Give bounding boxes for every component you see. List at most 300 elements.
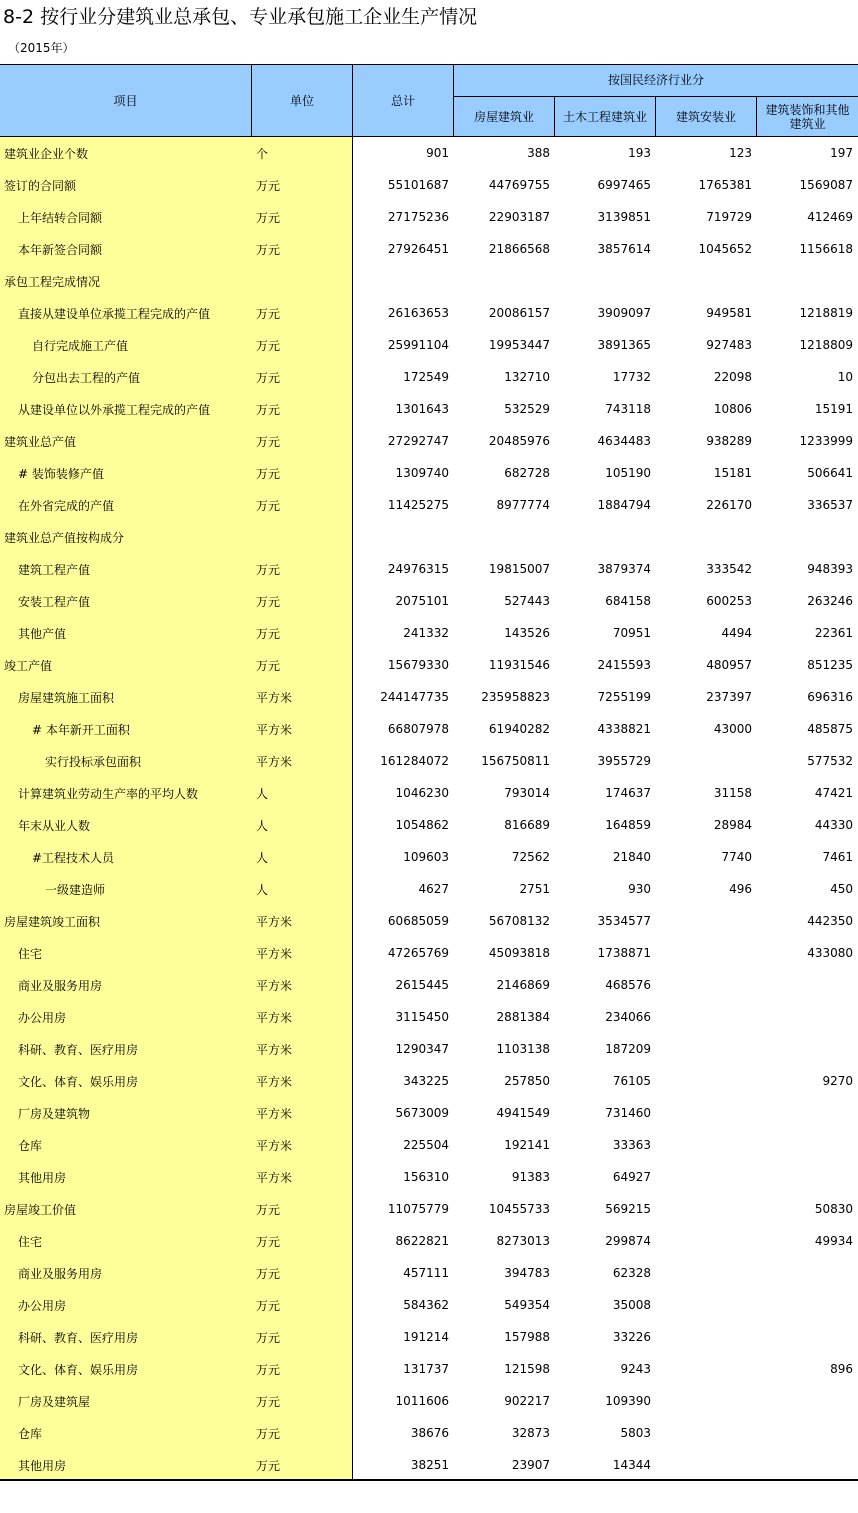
- installation-cell: [656, 1417, 757, 1449]
- row-unit: 人: [256, 882, 269, 897]
- civil-cell: 3879374: [597, 562, 651, 576]
- installation-cell: 938289: [706, 434, 752, 448]
- housing-cell: 23907: [511, 1458, 550, 1472]
- decoration-cell: 485875: [807, 722, 853, 736]
- housing-cell: 132710: [504, 370, 550, 384]
- civil-cell: 731460: [605, 1106, 651, 1120]
- housing-cell: 19815007: [488, 562, 550, 576]
- header-top-border: [0, 64, 858, 65]
- table-row: [0, 937, 858, 969]
- row-unit: 万元: [256, 210, 281, 225]
- row-unit: 万元: [256, 626, 281, 641]
- housing-cell: 20485976: [488, 434, 550, 448]
- row-label: 商业及服务用房: [18, 978, 103, 993]
- civil-cell: 62328: [612, 1266, 651, 1280]
- row-unit: 万元: [256, 1202, 281, 1217]
- row-unit: 平方米: [256, 1074, 293, 1089]
- row-label: 上年结转合同额: [18, 210, 103, 225]
- total-cell: 24976315: [387, 562, 449, 576]
- table-row: [0, 393, 858, 425]
- housing-cell: 4941549: [496, 1106, 550, 1120]
- row-label: #工程技术人员: [32, 850, 115, 865]
- civil-cell: 299874: [605, 1234, 651, 1248]
- installation-cell: [656, 969, 757, 1001]
- year-subtitle: （2015年）: [8, 41, 75, 55]
- housing-cell: 22903187: [488, 210, 550, 224]
- installation-cell: [656, 1065, 757, 1097]
- row-label: 其他产值: [18, 626, 67, 641]
- housing-cell: 157988: [504, 1330, 550, 1344]
- housing-cell: 11931546: [488, 658, 550, 672]
- row-unit: [252, 265, 353, 297]
- total-cell: 27175236: [387, 210, 449, 224]
- row-unit: 平方米: [256, 978, 293, 993]
- row-unit: 人: [256, 818, 269, 833]
- table-row: [0, 169, 858, 201]
- total-cell: 8622821: [395, 1234, 449, 1248]
- decoration-cell: 47421: [814, 786, 853, 800]
- installation-cell: 28984: [713, 818, 752, 832]
- housing-cell: 143526: [504, 626, 550, 640]
- row-unit: 人: [256, 786, 269, 801]
- total-cell: [353, 265, 454, 297]
- table-row: [0, 1257, 858, 1289]
- housing-cell: 91383: [511, 1170, 550, 1184]
- decoration-cell: [757, 1129, 858, 1161]
- civil-cell: 17732: [612, 370, 651, 384]
- installation-cell: [656, 1385, 757, 1417]
- installation-cell: [656, 745, 757, 777]
- row-label: 竣工产值: [4, 658, 53, 673]
- decoration-cell: 577532: [807, 754, 853, 768]
- decoration-cell: [757, 1449, 858, 1481]
- row-label: 住宅: [18, 1234, 43, 1249]
- decoration-cell: 1569087: [799, 178, 853, 192]
- row-unit: 万元: [256, 434, 281, 449]
- installation-cell: [656, 1097, 757, 1129]
- table-row: [0, 713, 858, 745]
- housing-cell: 56708132: [488, 914, 550, 928]
- row-unit: 平方米: [256, 754, 293, 769]
- table-row: [0, 681, 858, 713]
- decoration-cell: 44330: [814, 818, 853, 832]
- housing-cell: 2146869: [496, 978, 550, 992]
- row-label: 从建设单位以外承揽工程完成的产值: [18, 402, 211, 417]
- installation-cell: 226170: [706, 498, 752, 512]
- total-cell: 1290347: [395, 1042, 449, 1056]
- header-decoration-other: 建筑装饰和其他建筑业: [765, 103, 850, 131]
- row-unit: 平方米: [256, 722, 293, 737]
- row-unit: 万元: [256, 1426, 281, 1441]
- row-label: # 本年新开工面积: [32, 722, 130, 737]
- civil-cell: 3955729: [597, 754, 651, 768]
- total-cell: 156310: [403, 1170, 449, 1184]
- row-label: 分包出去工程的产值: [32, 370, 141, 385]
- row-label: 建筑工程产值: [18, 562, 91, 577]
- header-divider: [655, 96, 656, 137]
- decoration-cell: [757, 265, 858, 297]
- decoration-cell: 50830: [814, 1202, 853, 1216]
- decoration-cell: [757, 969, 858, 1001]
- civil-cell: 2415593: [597, 658, 651, 672]
- row-label: 在外省完成的产值: [18, 498, 115, 513]
- total-cell: 55101687: [387, 178, 449, 192]
- decoration-cell: 1218809: [799, 338, 853, 352]
- housing-cell: 235958823: [481, 690, 550, 704]
- decoration-cell: 15191: [814, 402, 853, 416]
- installation-cell: 4494: [721, 626, 752, 640]
- total-cell: 1011606: [395, 1394, 449, 1408]
- row-label: 实行投标承包面积: [45, 754, 142, 769]
- table-row: [0, 553, 858, 585]
- table-row: [0, 1449, 858, 1481]
- table-row: [0, 873, 858, 905]
- total-cell: [353, 521, 454, 553]
- table-row: [0, 1097, 858, 1129]
- row-label: 安装工程产值: [18, 594, 91, 609]
- civil-cell: 3857614: [597, 242, 651, 256]
- housing-cell: 44769755: [488, 178, 550, 192]
- housing-cell: 8977774: [496, 498, 550, 512]
- row-label: 签订的合同额: [4, 178, 77, 193]
- total-cell: 244147735: [380, 690, 449, 704]
- row-label: 房屋竣工价值: [4, 1202, 77, 1217]
- row-label: 住宅: [18, 946, 43, 961]
- row-unit: 平方米: [256, 1010, 293, 1025]
- total-cell: 131737: [403, 1362, 449, 1376]
- row-unit: 万元: [256, 1458, 281, 1473]
- table-header: [0, 64, 858, 137]
- total-cell: 38676: [410, 1426, 449, 1440]
- total-cell: 26163653: [387, 306, 449, 320]
- civil-cell: 4634483: [597, 434, 651, 448]
- housing-cell: [454, 265, 555, 297]
- decoration-cell: 7461: [822, 850, 853, 864]
- installation-cell: 31158: [713, 786, 752, 800]
- decoration-cell: 442350: [807, 914, 853, 928]
- civil-cell: 76105: [612, 1074, 651, 1088]
- civil-cell: 930: [628, 882, 651, 896]
- decoration-cell: [757, 1097, 858, 1129]
- header-divider: [756, 96, 757, 137]
- civil-cell: [555, 521, 656, 553]
- civil-cell: 9243: [620, 1362, 651, 1376]
- table-row: [0, 1193, 858, 1225]
- decoration-cell: 1218819: [799, 306, 853, 320]
- row-unit: 万元: [256, 178, 281, 193]
- civil-cell: 7255199: [597, 690, 651, 704]
- row-unit: 万元: [256, 1298, 281, 1313]
- table-row: [0, 233, 858, 265]
- row-unit: 万元: [256, 402, 281, 417]
- row-unit: 个: [256, 146, 269, 161]
- civil-cell: 6997465: [597, 178, 651, 192]
- row-unit: 万元: [256, 562, 281, 577]
- housing-cell: 32873: [511, 1426, 550, 1440]
- row-unit: 平方米: [256, 1106, 293, 1121]
- decoration-cell: 948393: [807, 562, 853, 576]
- decoration-cell: 433080: [807, 946, 853, 960]
- row-label: 本年新签合同额: [18, 242, 103, 257]
- housing-cell: 1103138: [496, 1042, 550, 1056]
- table-row: [0, 137, 858, 169]
- table-row: [0, 585, 858, 617]
- housing-cell: 682728: [504, 466, 550, 480]
- decoration-cell: 10: [837, 370, 853, 384]
- row-label: 商业及服务用房: [18, 1266, 103, 1281]
- installation-cell: [656, 905, 757, 937]
- row-unit: 万元: [256, 1362, 281, 1377]
- total-cell: 1309740: [395, 466, 449, 480]
- civil-cell: 164859: [605, 818, 651, 832]
- header-divider: [251, 64, 252, 137]
- civil-cell: 193: [628, 146, 651, 160]
- civil-cell: 33226: [612, 1330, 651, 1344]
- housing-cell: 532529: [504, 402, 550, 416]
- table-row: [0, 1353, 858, 1385]
- installation-cell: 10806: [713, 402, 752, 416]
- table-row: [0, 297, 858, 329]
- installation-cell: [656, 1449, 757, 1481]
- installation-cell: 15181: [713, 466, 752, 480]
- housing-cell: 19953447: [488, 338, 550, 352]
- row-label: 仓库: [18, 1138, 43, 1153]
- housing-cell: 192141: [504, 1138, 550, 1152]
- housing-cell: 2881384: [496, 1010, 550, 1024]
- header-installation: 建筑安装业: [675, 110, 736, 124]
- decoration-cell: 696316: [807, 690, 853, 704]
- civil-cell: [555, 265, 656, 297]
- row-unit: 平方米: [256, 946, 293, 961]
- civil-cell: 187209: [605, 1042, 651, 1056]
- installation-cell: 1045652: [698, 242, 752, 256]
- total-cell: 225504: [403, 1138, 449, 1152]
- housing-cell: 388: [527, 146, 550, 160]
- decoration-cell: [757, 1385, 858, 1417]
- table-row: [0, 489, 858, 521]
- table-row: [0, 201, 858, 233]
- header-divider: [554, 96, 555, 137]
- total-cell: 60685059: [387, 914, 449, 928]
- civil-cell: 109390: [605, 1394, 651, 1408]
- decoration-cell: 450: [830, 882, 853, 896]
- civil-cell: 1738871: [597, 946, 651, 960]
- installation-cell: [656, 265, 757, 297]
- row-unit: 万元: [256, 1394, 281, 1409]
- decoration-cell: [757, 1289, 858, 1321]
- row-unit: 万元: [256, 1266, 281, 1281]
- header-industry-group: 按国民经济行业分: [607, 73, 704, 87]
- table-row: [0, 425, 858, 457]
- installation-cell: 22098: [713, 370, 752, 384]
- civil-cell: 234066: [605, 1010, 651, 1024]
- table-row: [0, 745, 858, 777]
- total-cell: 47265769: [387, 946, 449, 960]
- row-unit: 平方米: [256, 1138, 293, 1153]
- total-cell: 4627: [418, 882, 449, 896]
- table-row: [0, 1225, 858, 1257]
- civil-cell: 4338821: [597, 722, 651, 736]
- civil-cell: 174637: [605, 786, 651, 800]
- table-row: [0, 265, 858, 297]
- decoration-cell: 412469: [807, 210, 853, 224]
- civil-cell: 569215: [605, 1202, 651, 1216]
- table-row: [0, 1001, 858, 1033]
- total-cell: 66807978: [387, 722, 449, 736]
- row-label: 计算建筑业劳动生产率的平均人数: [18, 786, 199, 801]
- housing-cell: 527443: [504, 594, 550, 608]
- decoration-cell: 197: [830, 146, 853, 160]
- housing-cell: 20086157: [488, 306, 550, 320]
- table-row: [0, 969, 858, 1001]
- total-cell: 38251: [410, 1458, 449, 1472]
- installation-cell: 43000: [713, 722, 752, 736]
- row-unit: 平方米: [256, 914, 293, 929]
- installation-cell: [656, 1033, 757, 1065]
- installation-cell: 927483: [706, 338, 752, 352]
- row-unit: 万元: [256, 658, 281, 673]
- header-unit: 单位: [289, 93, 314, 108]
- row-label: 承包工程完成情况: [4, 274, 101, 289]
- civil-cell: 70951: [612, 626, 651, 640]
- table-row: [0, 1129, 858, 1161]
- total-cell: 3115450: [395, 1010, 449, 1024]
- housing-cell: 8273013: [496, 1234, 550, 1248]
- installation-cell: 7740: [721, 850, 752, 864]
- row-label: 建筑业总产值按构成分: [4, 530, 125, 545]
- total-cell: 241332: [403, 626, 449, 640]
- installation-cell: 123: [729, 146, 752, 160]
- housing-cell: 793014: [504, 786, 550, 800]
- row-unit: 平方米: [256, 1170, 293, 1185]
- civil-cell: 743118: [605, 402, 651, 416]
- row-label: 建筑业企业个数: [4, 146, 89, 161]
- total-cell: 15679330: [387, 658, 449, 672]
- table-row: [0, 329, 858, 361]
- housing-cell: 121598: [504, 1362, 550, 1376]
- decoration-cell: 22361: [814, 626, 853, 640]
- decoration-cell: 851235: [807, 658, 853, 672]
- total-cell: 5673009: [395, 1106, 449, 1120]
- decoration-cell: 9270: [822, 1074, 853, 1088]
- row-label: 办公用房: [18, 1010, 67, 1025]
- installation-cell: [656, 937, 757, 969]
- decoration-cell: [757, 521, 858, 553]
- civil-cell: 3534577: [597, 914, 651, 928]
- row-unit: 人: [256, 850, 269, 865]
- civil-cell: 5803: [620, 1426, 651, 1440]
- decoration-cell: 1233999: [799, 434, 853, 448]
- row-label: 建筑业总产值: [4, 434, 77, 449]
- row-label: 科研、教育、医疗用房: [18, 1042, 139, 1057]
- installation-cell: [656, 1225, 757, 1257]
- installation-cell: [656, 1289, 757, 1321]
- row-label: 房屋建筑竣工面积: [4, 914, 101, 929]
- total-cell: 1046230: [395, 786, 449, 800]
- installation-cell: 1765381: [698, 178, 752, 192]
- housing-cell: 2751: [519, 882, 550, 896]
- total-cell: 172549: [403, 370, 449, 384]
- row-unit: 万元: [256, 370, 281, 385]
- housing-cell: 902217: [504, 1394, 550, 1408]
- installation-cell: 600253: [706, 594, 752, 608]
- decoration-cell: [757, 1161, 858, 1193]
- row-unit: 万元: [256, 338, 281, 353]
- civil-cell: 684158: [605, 594, 651, 608]
- total-cell: 584362: [403, 1298, 449, 1312]
- table-row: [0, 617, 858, 649]
- installation-cell: [656, 1257, 757, 1289]
- table-row: [0, 457, 858, 489]
- total-cell: 27926451: [387, 242, 449, 256]
- installation-cell: 480957: [706, 658, 752, 672]
- total-cell: 109603: [403, 850, 449, 864]
- civil-cell: 468576: [605, 978, 651, 992]
- civil-cell: 3909097: [597, 306, 651, 320]
- housing-cell: 394783: [504, 1266, 550, 1280]
- civil-cell: 1884794: [597, 498, 651, 512]
- decoration-cell: [757, 1417, 858, 1449]
- housing-cell: 45093818: [488, 946, 550, 960]
- header-civil-engineering: 土木工程建筑业: [562, 110, 647, 124]
- row-label: 文化、体育、娱乐用房: [18, 1362, 139, 1377]
- header-group-divider: [454, 96, 858, 97]
- decoration-cell: 263246: [807, 594, 853, 608]
- row-unit: 万元: [256, 1330, 281, 1345]
- row-label: 文化、体育、娱乐用房: [18, 1074, 139, 1089]
- total-cell: 191214: [403, 1330, 449, 1344]
- installation-cell: [656, 1321, 757, 1353]
- table-row: [0, 521, 858, 553]
- total-cell: 901: [426, 146, 449, 160]
- row-unit: 万元: [256, 594, 281, 609]
- row-label: 自行完成施工产值: [32, 338, 129, 353]
- installation-cell: [656, 1353, 757, 1385]
- total-cell: 457111: [403, 1266, 449, 1280]
- row-label: 仓库: [18, 1426, 43, 1441]
- row-unit: 万元: [256, 242, 281, 257]
- decoration-cell: 1156618: [799, 242, 853, 256]
- row-label: 一级建造师: [45, 882, 106, 897]
- installation-cell: [656, 1161, 757, 1193]
- row-unit: 万元: [256, 498, 281, 513]
- row-label: 其他用房: [18, 1170, 67, 1185]
- header-item: 项目: [113, 93, 138, 108]
- table-row: [0, 1321, 858, 1353]
- row-label: 厂房及建筑物: [18, 1106, 91, 1121]
- total-cell: 2615445: [395, 978, 449, 992]
- housing-cell: 156750811: [481, 754, 550, 768]
- installation-cell: [656, 1001, 757, 1033]
- housing-cell: [454, 521, 555, 553]
- row-unit: 平方米: [256, 690, 293, 705]
- row-unit: 平方米: [256, 1042, 293, 1057]
- total-cell: 11075779: [387, 1202, 449, 1216]
- housing-cell: 10455733: [488, 1202, 550, 1216]
- row-label: 科研、教育、医疗用房: [18, 1330, 139, 1345]
- table-row: [0, 1161, 858, 1193]
- housing-cell: 257850: [504, 1074, 550, 1088]
- civil-cell: 105190: [605, 466, 651, 480]
- total-cell: 11425275: [387, 498, 449, 512]
- row-label: 其他用房: [18, 1458, 67, 1473]
- civil-cell: 3139851: [597, 210, 651, 224]
- header-total: 总计: [390, 93, 415, 108]
- installation-cell: 719729: [706, 210, 752, 224]
- housing-cell: 816689: [504, 818, 550, 832]
- total-cell: 25991104: [387, 338, 449, 352]
- table-row: [0, 841, 858, 873]
